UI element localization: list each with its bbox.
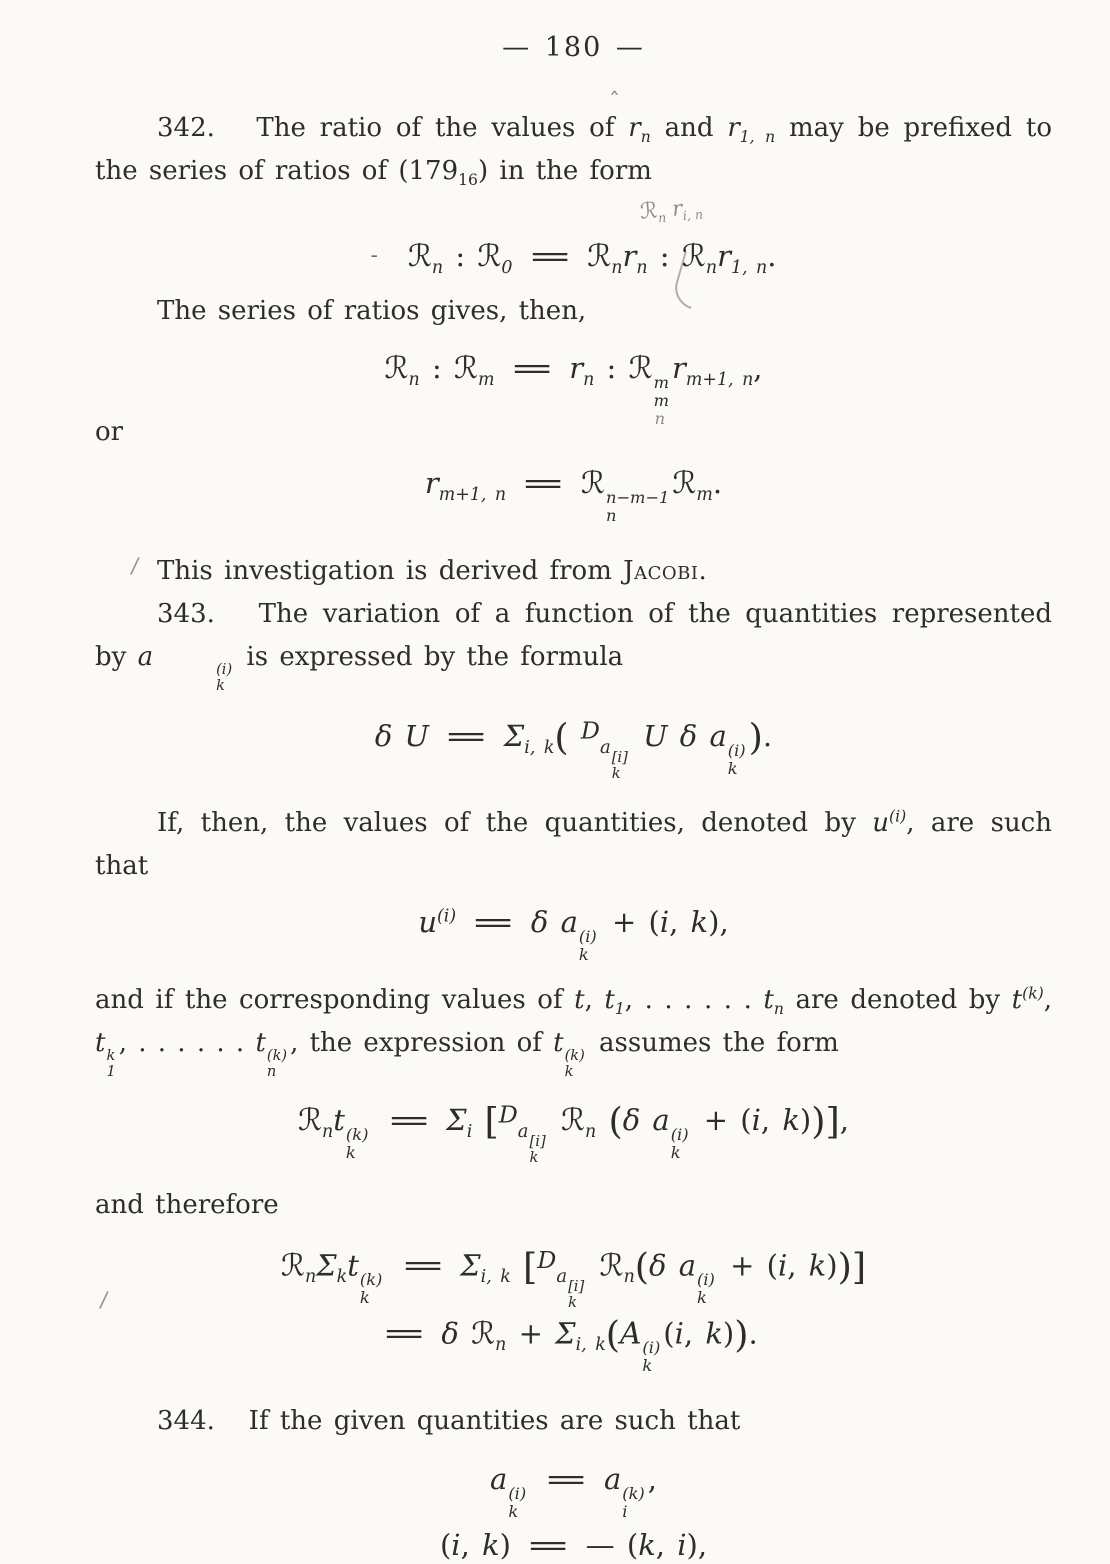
formula-text: δ $U = \Sigma_{i, k}$( $^D_{a [i] k}$ U δ a (i) k ). bbox=[374, 715, 773, 783]
paragraph-and-if-text: and if the corresponding values of t, $t_1$, . . . . . . $t_n$ are denoted by $t^{(k)}$, t k 1 , . . . . . . t (k) n , the expression of t (k) k assumes the form bbox=[95, 984, 1052, 1080]
paragraph-or: or bbox=[95, 417, 124, 448]
formula-a-symmetric bbox=[95, 1461, 1052, 1520]
paragraph-if-then bbox=[95, 802, 1052, 888]
formula-variation-delta-u bbox=[95, 714, 1052, 782]
formula-text: (i, k) = — (k, i), bbox=[439, 1527, 708, 1562]
paragraph-jacobi bbox=[95, 550, 1052, 593]
formula-text: - ℛ$_n$ : ℛ$_0$ = $ℛ_nr_n$ : $ℛ_nr_{1, n}$. bbox=[370, 239, 777, 278]
formula-text: ℛ$_n$t (k) k = $\Sigma_i$ [$^D_{a [i] k}$ ℛ$_n$ (δ a (i) k + (i, k))], bbox=[297, 1099, 849, 1166]
formula-u-i bbox=[95, 904, 1052, 963]
formula-ratio-prefixed bbox=[95, 196, 1052, 278]
paragraph-series-of-ratios: The series of ratios gives, then, bbox=[157, 296, 587, 327]
formula-text: ℛ$_n$ : ℛ$_m$ = $r_n$ : ℛ m m n $r_{m+1, n}$, bbox=[384, 351, 763, 428]
formula-text: a (i) k = a (k) i , bbox=[490, 1462, 657, 1521]
pencil-annotation: ℛ$_n$ $r_{i, n}$ bbox=[639, 196, 705, 226]
paragraph-343 bbox=[95, 593, 1052, 693]
formula-group bbox=[281, 1243, 866, 1375]
paragraph-jacobi-text: This investigation is derived from Jacobi. bbox=[157, 556, 707, 587]
formula-text: $r_{m+1, n}$ = ℛ n−m−1 n ℛ$_m$. bbox=[424, 466, 723, 525]
formula-rn-tk bbox=[95, 1098, 1052, 1166]
formula-series-ratio bbox=[95, 349, 1052, 428]
paragraph-344-text: 344. If the given quantities are such that bbox=[157, 1406, 741, 1437]
paragraph-343-text: 343. The variation of a function of the quantities represented by a (i) k is expressed by the formula bbox=[95, 599, 1052, 695]
formula-line-1: $ℛ_n\Sigma_kt$ (k) k = $\Sigma_{i, k}$ [$^D_{a [i] k}$ ℛ$_n$(δ a (i) k + (i, k))] bbox=[280, 1244, 867, 1311]
paragraph-342 bbox=[95, 90, 1052, 193]
paragraph-and-therefore: and therefore bbox=[95, 1189, 279, 1220]
pencil-slash-mark: / bbox=[129, 553, 141, 580]
paragraph-342-text: 342. The ratio of the values of $r_n$ and $r_{1, n}$ may be prefixed to the series of ratios of $(179_{16})$ in the form bbox=[95, 113, 1052, 190]
paragraph-344 bbox=[95, 1400, 1052, 1443]
paragraph-and-if bbox=[95, 979, 1052, 1079]
formula-r-m-plus-1 bbox=[95, 464, 1052, 524]
pencil-slash-mark: / bbox=[98, 1287, 110, 1314]
formula-line-2: = δ ℛ$_n$ + $\Sigma_{i, k}(A$ (i) k (i, k)). bbox=[380, 1312, 758, 1375]
pencil-caret-mark: ˆ bbox=[609, 90, 620, 115]
formula-rn-sum-tk bbox=[95, 1243, 1052, 1375]
paragraph-if-then-text: If, then, the values of the quantities, denoted by $u^{(i)}$, are such that bbox=[95, 807, 1052, 882]
formula-ik-antisymmetric bbox=[95, 1527, 1052, 1564]
page-number: — 180 — bbox=[502, 32, 645, 63]
formula-text: $u^{(i)} = \delta$ a (i) k + (i, k), bbox=[418, 905, 729, 964]
